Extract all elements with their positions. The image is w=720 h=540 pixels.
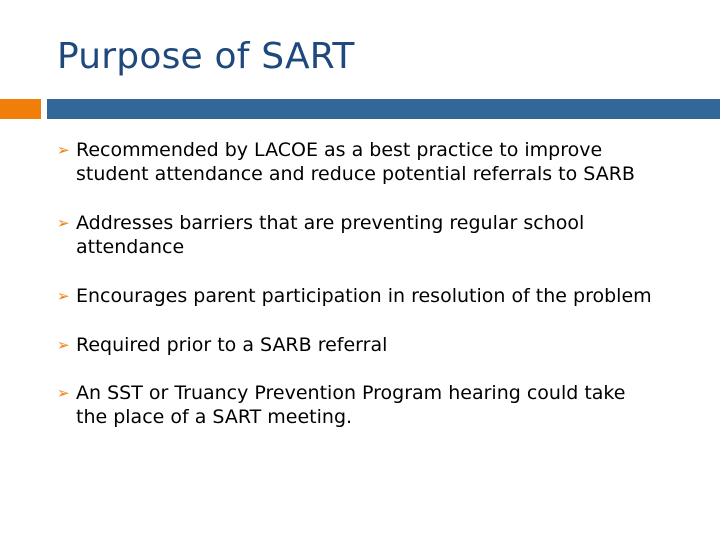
- slide-title: Purpose of SART: [57, 36, 355, 77]
- bullet-text: An SST or Truancy Prevention Program hearing could take the place of a SART meeting.: [76, 382, 626, 428]
- bullet-text: Encourages parent participation in resolution of the problem: [76, 285, 652, 307]
- arrow-bullet-icon: ➢: [57, 384, 70, 402]
- bullet-text: Required prior to a SARB referral: [76, 334, 388, 356]
- title-accent-bar: [0, 99, 41, 119]
- bullet-text: Addresses barriers that are preventing regular school attendance: [76, 212, 585, 258]
- title-divider-bar: [47, 99, 720, 119]
- bullet-item: [57, 138, 657, 186]
- bullet-item: [57, 333, 657, 357]
- arrow-bullet-icon: ➢: [57, 214, 70, 232]
- bullet-item: [57, 284, 657, 308]
- arrow-bullet-icon: ➢: [57, 141, 70, 159]
- bullet-text: Recommended by LACOE as a best practice to improve student attendance and reduce potential referrals to SARB: [76, 139, 635, 185]
- bullet-list: [57, 138, 657, 454]
- arrow-bullet-icon: ➢: [57, 336, 70, 354]
- bullet-item: [57, 381, 657, 429]
- bullet-item: [57, 211, 657, 259]
- arrow-bullet-icon: ➢: [57, 287, 70, 305]
